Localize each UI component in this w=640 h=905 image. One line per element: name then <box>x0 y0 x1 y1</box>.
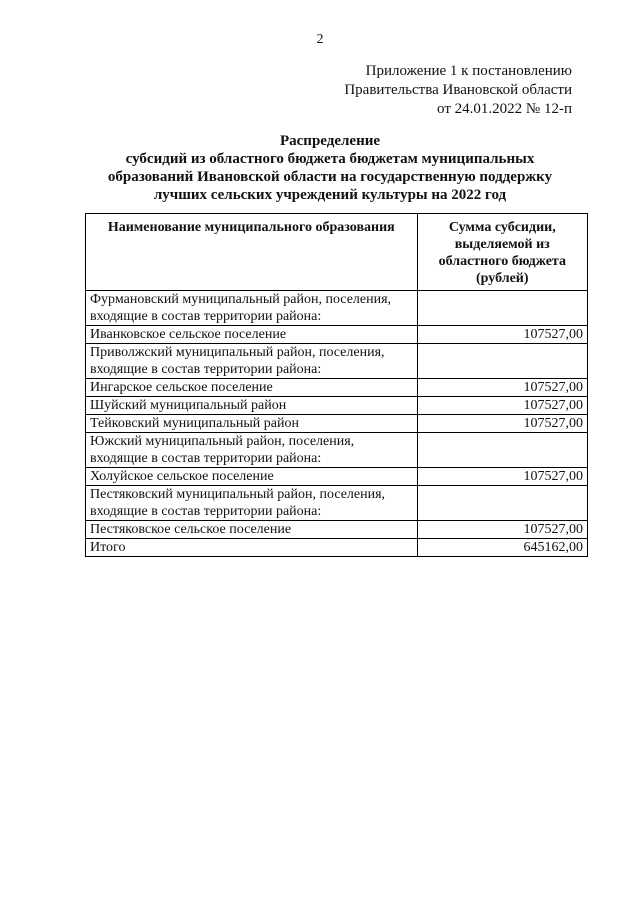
title-line-4: лучших сельских учреждений культуры на 2022 год <box>153 187 507 203</box>
title-line-3: образований Ивановской области на государственную поддержку <box>107 169 553 185</box>
table-header-row <box>86 214 588 291</box>
appendix-line-2: Правительства Ивановской области <box>344 82 572 98</box>
row-sum: 107527,00 <box>417 326 587 344</box>
row-name: Пестяковский муниципальный район, поселения, входящие в состав территории района: <box>86 486 418 521</box>
table-row <box>86 379 588 397</box>
row-sum <box>417 486 587 521</box>
header-subsidy-sum: Сумма субсидии, выделяемой из областного бюджета (рублей) <box>417 214 587 291</box>
row-name: Тейковский муниципальный район <box>86 415 418 433</box>
row-sum: 107527,00 <box>417 521 587 539</box>
row-name: Шуйский муниципальный район <box>86 397 418 415</box>
subsidy-table <box>85 213 588 557</box>
appendix-line-3: от 24.01.2022 № 12-п <box>437 101 572 117</box>
row-name: Холуйское сельское поселение <box>86 468 418 486</box>
table-row <box>86 486 588 521</box>
row-name: Южский муниципальный район, поселения, входящие в состав территории района: <box>86 433 418 468</box>
row-name: Иванковское сельское поселение <box>86 326 418 344</box>
row-name: Ингарское сельское поселение <box>86 379 418 397</box>
total-sum: 645162,00 <box>417 539 587 557</box>
table-row <box>86 326 588 344</box>
table-row <box>86 291 588 326</box>
page-number: 2 <box>316 32 324 47</box>
table-row <box>86 468 588 486</box>
row-sum <box>417 344 587 379</box>
row-sum: 107527,00 <box>417 415 587 433</box>
table-row <box>86 433 588 468</box>
row-sum: 107527,00 <box>417 379 587 397</box>
row-sum: 107527,00 <box>417 397 587 415</box>
row-name: Пестяковское сельское поселение <box>86 521 418 539</box>
table-row <box>86 415 588 433</box>
row-sum: 107527,00 <box>417 468 587 486</box>
table-row <box>86 397 588 415</box>
title-line-1: Распределение <box>279 133 381 149</box>
table-total-row <box>86 539 588 557</box>
row-sum <box>417 433 587 468</box>
row-name: Приволжский муниципальный район, поселения, входящие в состав территории района: <box>86 344 418 379</box>
row-name: Фурмановский муниципальный район, поселения, входящие в состав территории района: <box>86 291 418 326</box>
row-sum <box>417 291 587 326</box>
table-row <box>86 344 588 379</box>
header-municipality-name: Наименование муниципального образования <box>86 214 418 291</box>
table-row <box>86 521 588 539</box>
title-line-2: субсидий из областного бюджета бюджетам муниципальных <box>125 151 535 167</box>
appendix-line-1: Приложение 1 к постановлению <box>365 63 572 79</box>
document-title <box>80 132 580 204</box>
appendix-reference <box>344 62 572 119</box>
total-label: Итого <box>86 539 418 557</box>
